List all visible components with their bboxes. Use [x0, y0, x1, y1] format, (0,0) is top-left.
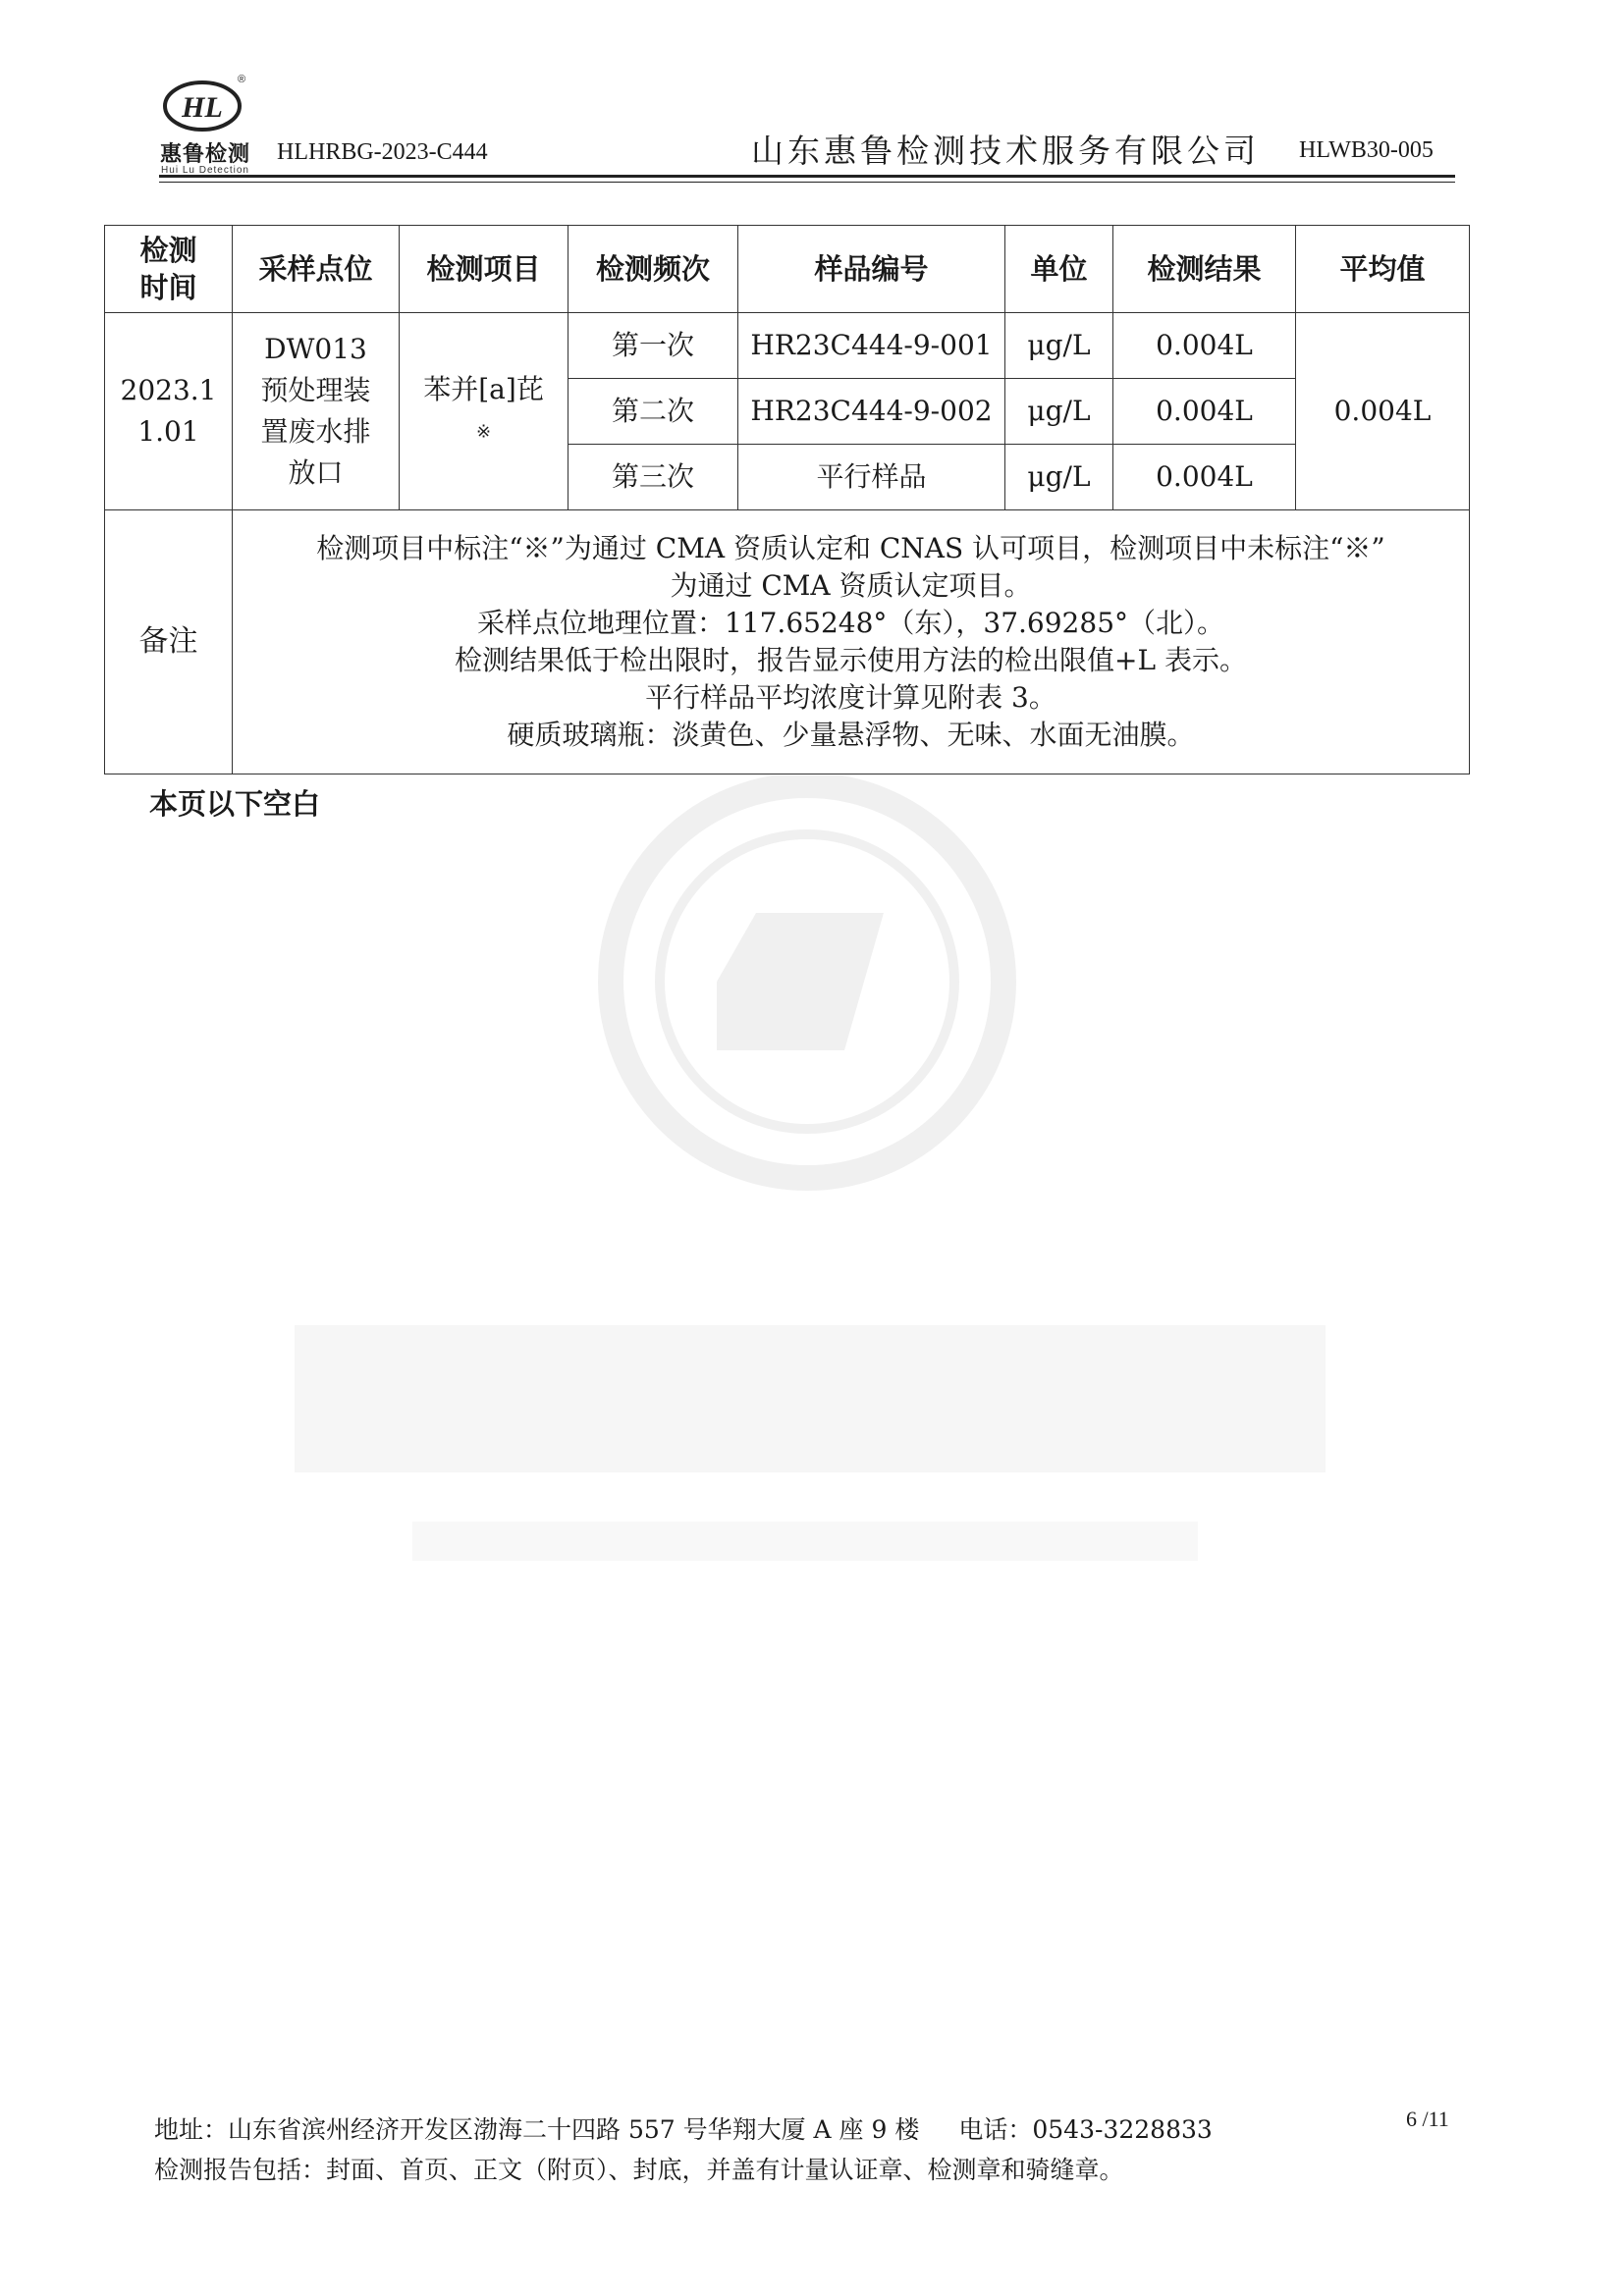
col-header-site: 采样点位 [233, 226, 400, 313]
remark-line: 检测结果低于检出限时，报告显示使用方法的检出限值+L 表示。 [455, 644, 1247, 676]
remark-line: 采样点位地理位置：117.65248°（东），37.69285°（北）。 [476, 607, 1225, 639]
results-table [104, 225, 1470, 774]
item-name: 苯并[a]芘 [423, 373, 544, 406]
remark-line: 检测项目中标注“※”为通过 CMA 资质认定和 CNAS 认可项目，检测项目中未标注“※” [316, 532, 1385, 564]
table-header-row [105, 226, 1470, 313]
footer-address-line [154, 2110, 1213, 2146]
company-logo [147, 71, 263, 179]
company-name: 山东惠鲁检测技术服务有限公司 [751, 132, 1260, 170]
cell-sample-no: HR23C444-9-001 [738, 313, 1005, 379]
header-rule-thick [159, 175, 1455, 178]
logo-text-cn: 惠鲁检测 [159, 142, 250, 167]
col-header-result: 检测结果 [1113, 226, 1296, 313]
cell-sample-no: HR23C444-9-002 [738, 379, 1005, 445]
cell-sample-no: 平行样品 [738, 445, 1005, 510]
cell-frequency: 第三次 [568, 445, 738, 510]
cell-result: 0.004L [1113, 445, 1296, 510]
remarks-label: 备注 [105, 510, 233, 774]
cell-site: DW013 预处理装 置废水排 放口 [233, 313, 400, 510]
cell-frequency: 第二次 [568, 379, 738, 445]
table-row [105, 313, 1470, 379]
cert-mark: ※ [475, 421, 492, 443]
cell-result: 0.004L [1113, 313, 1296, 379]
col-header-time: 检测 时间 [105, 226, 233, 313]
footer-phone: 电话：0543-3228833 [958, 2115, 1213, 2144]
col-header-frequency: 检测频次 [568, 226, 738, 313]
footer-address: 地址：山东省滨州经济开发区渤海二十四路 557 号华翔大厦 A 座 9 楼 [154, 2115, 920, 2144]
logo-text-en: Hui Lu Detection [161, 165, 249, 176]
form-number: HLWB30-005 [1299, 137, 1434, 163]
footer-report-contents: 检测报告包括：封面、首页、正文（附页）、封底，并盖有计量认证章、检测章和骑缝章。 [154, 2156, 1124, 2184]
cell-average: 0.004L [1296, 313, 1470, 510]
watermark-seal [295, 775, 1326, 1649]
remark-line: 硬质玻璃瓶：淡黄色、少量悬浮物、无味、水面无油膜。 [507, 719, 1195, 751]
cell-item [400, 313, 568, 510]
cell-unit: μg/L [1005, 445, 1113, 510]
col-header-unit: 单位 [1005, 226, 1113, 313]
remarks-text [233, 510, 1470, 774]
registered-mark: ® [237, 74, 246, 85]
header-rule-thin [159, 182, 1455, 183]
blank-below-note: 本页以下空白 [149, 787, 321, 821]
report-number: HLHRBG-2023-C444 [277, 139, 488, 165]
col-header-sample-no: 样品编号 [738, 226, 1005, 313]
cell-result: 0.004L [1113, 379, 1296, 445]
cell-unit: μg/L [1005, 379, 1113, 445]
remark-line: 平行样品平均浓度计算见附表 3。 [645, 681, 1056, 714]
remarks-row [105, 510, 1470, 774]
logo-letters: HL [182, 91, 223, 124]
hl-logo-icon [159, 71, 247, 135]
page-number: 6 /11 [1406, 2107, 1449, 2131]
cell-unit: μg/L [1005, 313, 1113, 379]
col-header-average: 平均值 [1296, 226, 1470, 313]
remark-line: 为通过 CMA 资质认定项目。 [670, 569, 1032, 602]
cell-frequency: 第一次 [568, 313, 738, 379]
col-header-item: 检测项目 [400, 226, 568, 313]
cell-date: 2023.1 1.01 [105, 313, 233, 510]
